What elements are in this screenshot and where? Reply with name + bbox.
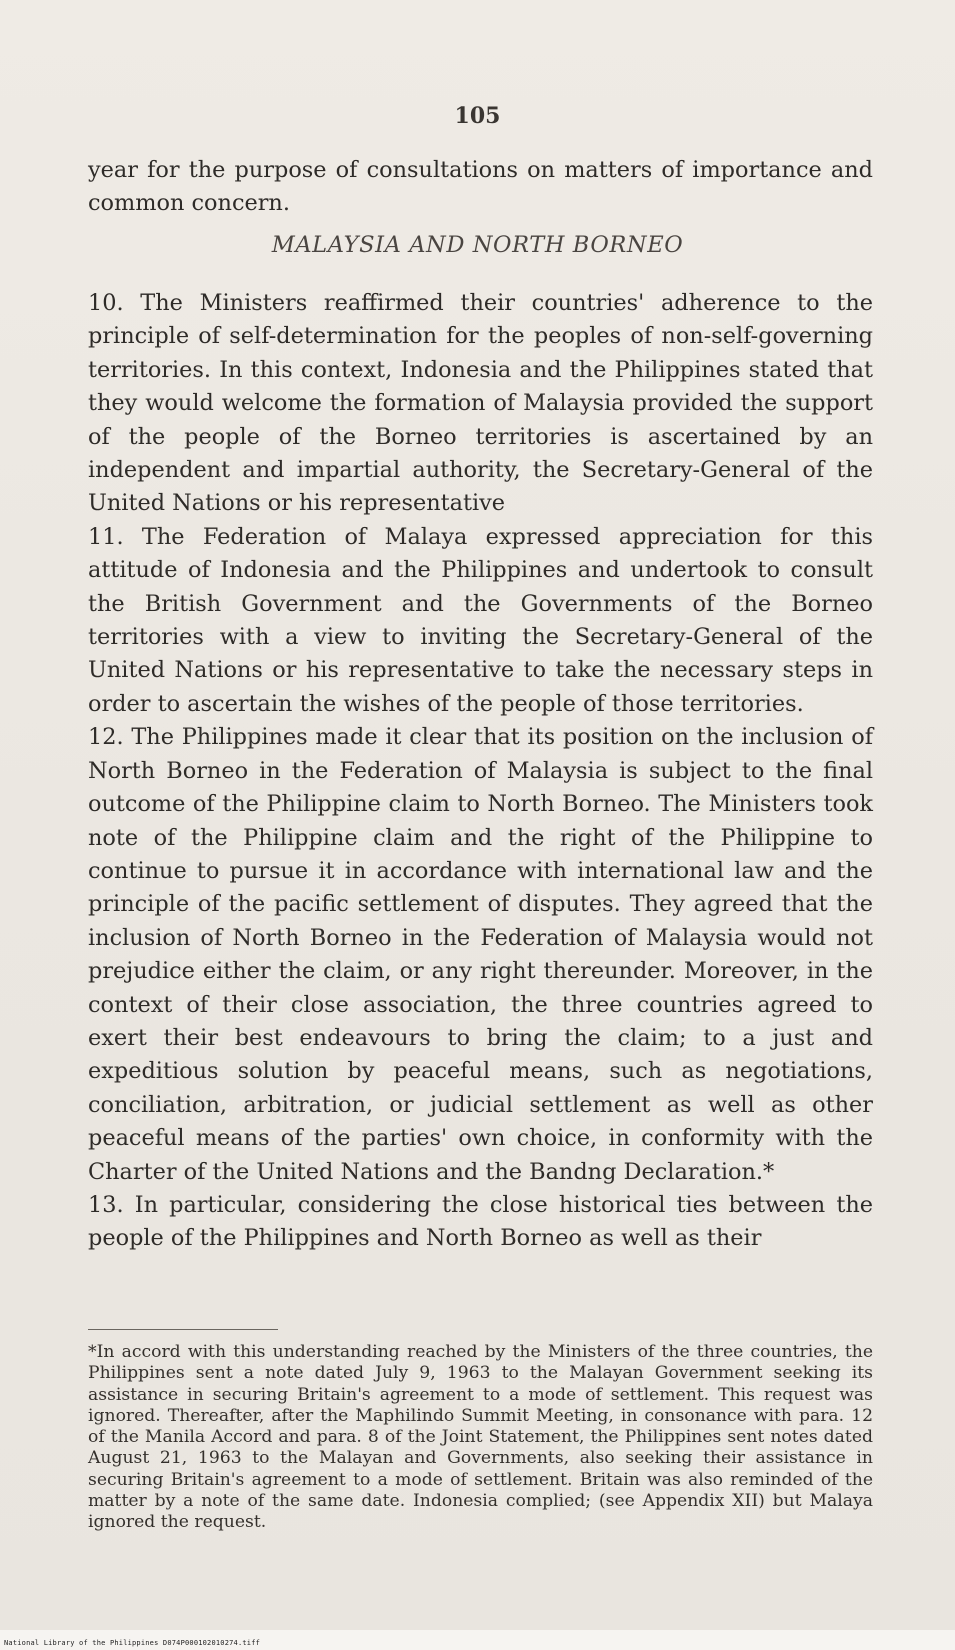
paragraph-12: 12. The Philippines made it clear that its position on the inclusion of North Borneo in the Federation of Malaysia is subject to the final outcome of the Philippine claim to North Borneo. The Ministers took note of the Philippine claim and the right of the Philippine to continue to pursue it in accordance with international law and the principle of the pacific settlement of disputes. They agreed that the inclusion of North Borneo in the Federation of Malaysia would not prejudice either the claim, or any right thereunder. Moreover, in the context of their close association, the three countries agreed to exert their best endeavours to bring the claim; to a just and expeditious solution by peaceful means, such as negotiations, conciliation, arbitration, or judicial settlement as well as other peaceful means of the parties' own choice, in conformity with the Charter of the United Nations and the Bandng Declaration.* <box>88 724 873 1185</box>
scan-caption: National Library of the Philippines D074P000102010274.tiff <box>4 1639 261 1647</box>
paragraph-11: 11. The Federation of Malaya expressed appreciation for this attitude of Indonesia and the Philippines and undertook to consult the British Government and the Governments of the Borneo territories with a view to inviting the Secretary-General of the United Nations or his representative to take the necessary steps in order to ascertain the wishes of the people of those territories. <box>88 523 873 717</box>
section-heading: MALAYSIA AND NORTH BORNEO <box>271 232 684 258</box>
footnote-divider <box>88 1329 278 1330</box>
body-text <box>88 287 873 1256</box>
footnote: *In accord with this understanding reached by the Ministers of the three countries, the Philippines sent a note dated July 9, 1963 to the Malayan Government seeking its assistance in securing Britain's agreement to a mode of settlement. This request was ignored. Thereafter, after the Maphilindo Summit Meeting, in consonance with para. 12 of the Manila Accord and para. 8 of the Joint Statement, the Philippines sent notes dated August 21, 1963 to the Malayan and Governments, also seeking their assistance in securing Britain's agreement to a mode of settlement. Britain was also reminded of the matter by a note of the same date. Indonesia complied; (see Appendix XII) but Malaya ignored the request. <box>88 1342 873 1533</box>
opening-text: year for the purpose of consultations on matters of importance and common concern. <box>88 157 873 217</box>
paragraph-13: 13. In particular, considering the close historical ties between the people of the Philippines and North Borneo as well as their <box>88 1191 873 1252</box>
paragraph-10: 10. The Ministers reaffirmed their countries' adherence to the principle of self-determination for the peoples of non-self-governing territories. In this context, Indonesia and the Philippines stated that they would welcome the formation of Malaysia provided the support of the people of the Borneo territories is ascertained by an independent and impartial authority, the Secretary-General of the United Nations or his representative <box>88 290 873 517</box>
page-number: 105 <box>454 103 501 129</box>
